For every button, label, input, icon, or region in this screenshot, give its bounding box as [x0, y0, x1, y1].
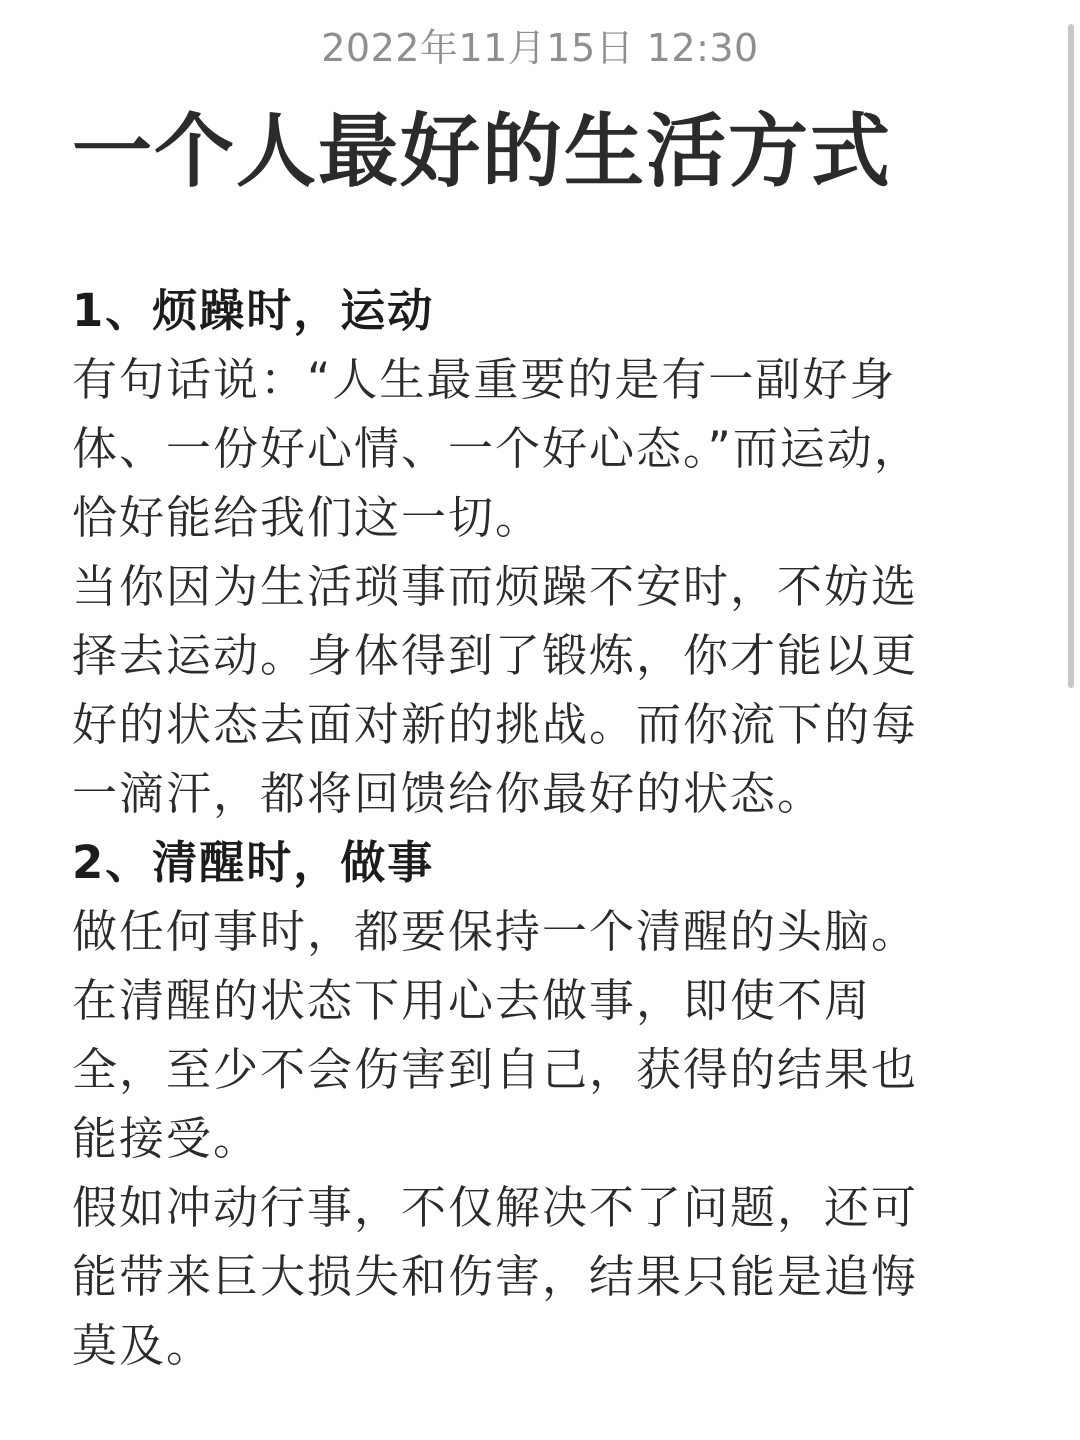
body-line: 一滴汗，都将回馈给你最好的状态。 — [72, 767, 825, 820]
body-line: 体、一份好心情、一个好心态。”而运动， — [72, 422, 921, 475]
body-line: 莫及。 — [72, 1319, 214, 1372]
body-line: 恰好能给我们这一切。 — [72, 491, 543, 544]
body-line: 能带来巨大损失和伤害，结果只能是追悔 — [72, 1250, 919, 1303]
body-line: 做任何事时，都要保持一个清醒的头脑。 — [72, 905, 919, 958]
body-line: 好的状态去面对新的挑战。而你流下的每 — [72, 698, 919, 751]
body-line: 在清醒的状态下用心去做事，即使不周 — [72, 974, 872, 1027]
note-body[interactable] — [72, 276, 1008, 1380]
section-heading-1: 1、烦躁时，运动 — [72, 284, 435, 337]
note-title[interactable]: 一个人最好的生活方式 — [72, 105, 892, 198]
body-line: 当你因为生活琐事而烦躁不安时，不妨选 — [72, 560, 919, 613]
body-line: 能接受。 — [72, 1112, 261, 1165]
body-line: 择去运动。身体得到了锻炼，你才能以更 — [72, 629, 919, 682]
scrollbar-thumb[interactable] — [1068, 24, 1074, 688]
note-timestamp: 2022年11月15日 12:30 — [321, 26, 759, 70]
body-line: 假如冲动行事，不仅解决不了问题，还可 — [72, 1181, 919, 1234]
section-heading-2: 2、清醒时，做事 — [72, 836, 435, 889]
body-line: 全，至少不会伤害到自己，获得的结果也 — [72, 1043, 919, 1096]
body-line: 有句话说：“人生最重要的是有一副好身 — [72, 353, 897, 406]
